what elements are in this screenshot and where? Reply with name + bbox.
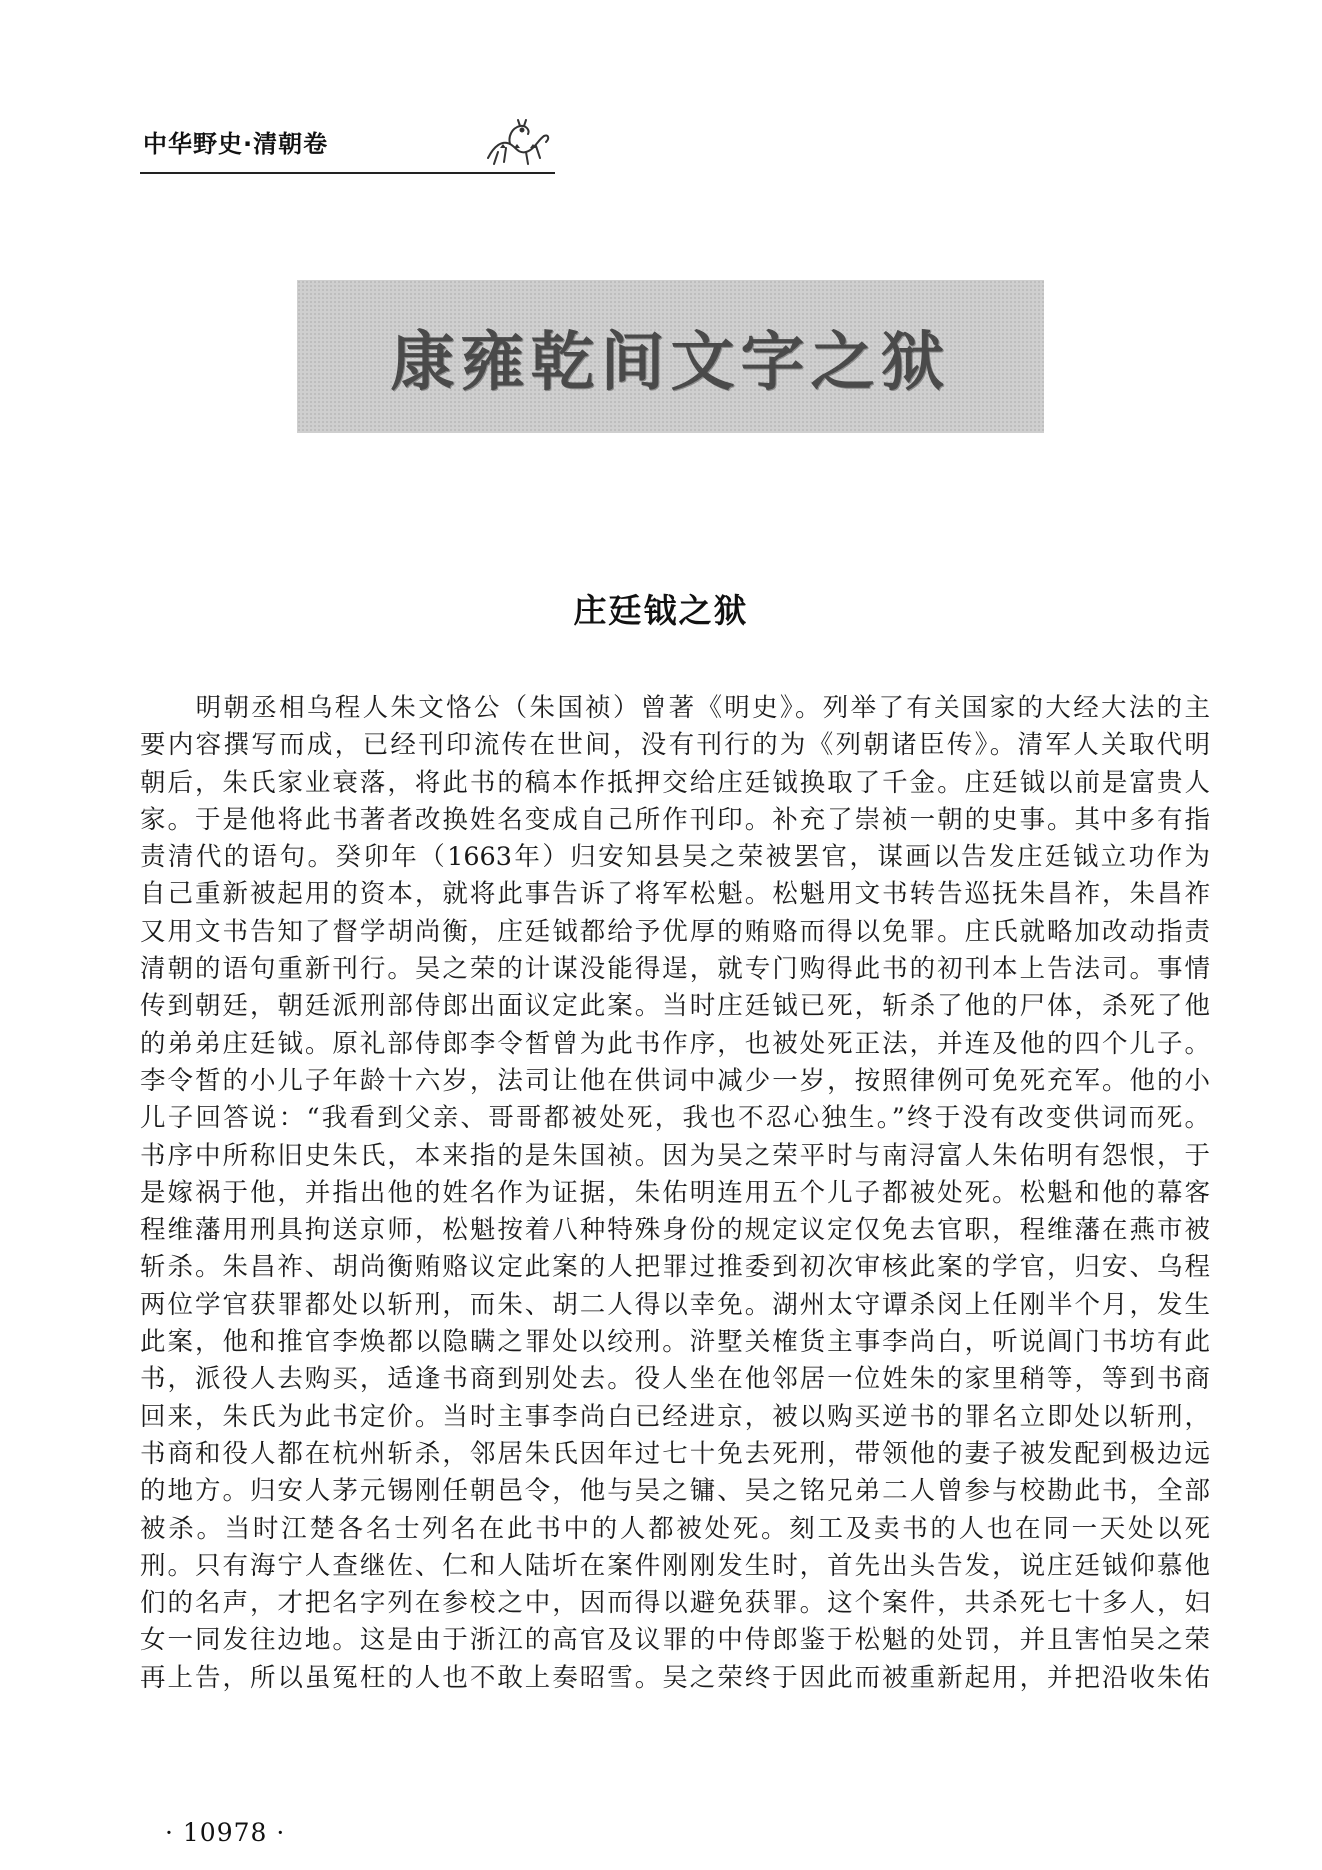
- page-number: · 10978 ·: [165, 1818, 286, 1847]
- body-line: 此案，他和推官李焕都以隐瞒之罪处以绞刑。浒墅关榷货主事李尚白，听说阊门书坊有此: [140, 1327, 1210, 1358]
- body-line: 女一同发往边地。这是由于浙江的高官及议罪的中侍郎鉴于松魁的处罚，并且害怕吴之荣: [140, 1625, 1210, 1656]
- body-line: 儿子回答说：“我看到父亲、哥哥都被处死，我也不忍心独生。”终于没有改变供词而死。: [140, 1103, 1210, 1134]
- body-line: 书商和役人都在杭州斩杀，邻居朱氏因年过七十免去死刑，带领他的妻子被发配到极边远: [140, 1438, 1210, 1469]
- chapter-title: 康雍乾间文字之狱: [390, 324, 951, 400]
- running-header-title: 中华野史·清朝卷: [143, 130, 329, 158]
- body-line: 们的名声，才把名字列在参校之中，因而得以避免获罪。这个案件，共杀死七十多人，妇: [140, 1588, 1210, 1619]
- body-line: 程维藩用刑具拘送京师，松魁按着八种特殊身份的规定议定仅免去官职，程维藩在燕市被: [140, 1215, 1210, 1246]
- body-line: 书，派役人去购买，适逢书商到别处去。役人坐在他邻居一位姓朱的家里稍等，等到书商: [140, 1364, 1210, 1395]
- body-line: 责清代的语句。癸卯年（1663年）归安知县吴之荣被罢官，谋画以告发庄廷钺立功作为: [140, 842, 1210, 873]
- body-line: 刑。只有海宁人查继佐、仁和人陆圻在案件刚刚发生时，首先出头告发，说庄廷钺仰慕他: [140, 1550, 1210, 1581]
- body-line: 是嫁祸于他，并指出他的姓名作为证据，朱佑明连用五个儿子都被处死。松魁和他的幕客: [140, 1177, 1210, 1208]
- body-line: 再上告，所以虽冤枉的人也不敢上奏昭雪。吴之荣终于因此而被重新起用，并把沿收朱佑: [140, 1662, 1210, 1693]
- body-line: 自己重新被起用的资本，就将此事告诉了将军松魁。松魁用文书转告巡抚朱昌祚，朱昌祚: [140, 879, 1210, 910]
- header-rule: [140, 172, 555, 174]
- body-line: 清朝的语句重新刊行。吴之荣的计谋没能得逞，就专门购得此书的初刊本上告法司。事情: [140, 954, 1210, 985]
- chapter-title-banner: [297, 280, 1044, 433]
- body-line: 斩杀。朱昌祚、胡尚衡贿赂议定此案的人把罪过推委到初次审核此案的学官，归安、乌程: [140, 1252, 1210, 1283]
- dragon-ornament-icon: [480, 118, 552, 170]
- body-line: 的弟弟庄廷钺。原礼部侍郎李令皙曾为此书作序，也被处死正法，并连及他的四个儿子。: [140, 1028, 1210, 1059]
- body-text: [140, 690, 1210, 1697]
- body-line: 书序中所称旧史朱氏，本来指的是朱国祯。因为吴之荣平时与南浔富人朱佑明有怨恨，于: [140, 1140, 1210, 1171]
- body-line: 要内容撰写而成，已经刊印流传在世间，没有刊行的为《列朝诸臣传》。清军人关取代明: [140, 730, 1210, 761]
- body-line: 传到朝廷，朝廷派刑部侍郎出面议定此案。当时庄廷钺已死，斩杀了他的尸体，杀死了他: [140, 991, 1210, 1022]
- body-line: 朝后，朱氏家业衰落，将此书的稿本作抵押交给庄廷钺换取了千金。庄廷钺以前是富贵人: [140, 767, 1210, 798]
- body-line: 李令皙的小儿子年龄十六岁，法司让他在供词中减少一岁，按照律例可免死充军。他的小: [140, 1065, 1210, 1096]
- body-line: 两位学官获罪都处以斩刑，而朱、胡二人得以幸免。湖州太守谭杀闵上任刚半个月，发生: [140, 1289, 1210, 1320]
- body-line: 回来，朱氏为此书定价。当时主事李尚白已经进京，被以购买逆书的罪名立即处以斩刑，: [140, 1401, 1210, 1432]
- section-title: 庄廷钺之狱: [573, 591, 749, 630]
- body-line: 又用文书告知了督学胡尚衡，庄廷钺都给予优厚的贿赂而得以免罪。庄氏就略加改动指责: [140, 916, 1210, 947]
- body-line: 被杀。当时江楚各名士列名在此书中的人都被处死。刻工及卖书的人也在同一天处以死: [140, 1513, 1210, 1544]
- body-line: 明朝丞相乌程人朱文恪公（朱国祯）曾著《明史》。列举了有关国家的大经大法的主: [140, 693, 1210, 723]
- body-line: 家。于是他将此书著者改换姓名变成自己所作刊印。补充了崇祯一朝的史事。其中多有指: [140, 804, 1210, 835]
- body-line: 的地方。归安人茅元锡刚任朝邑令，他与吴之镛、吴之铭兄弟二人曾参与校勘此书，全部: [140, 1476, 1210, 1507]
